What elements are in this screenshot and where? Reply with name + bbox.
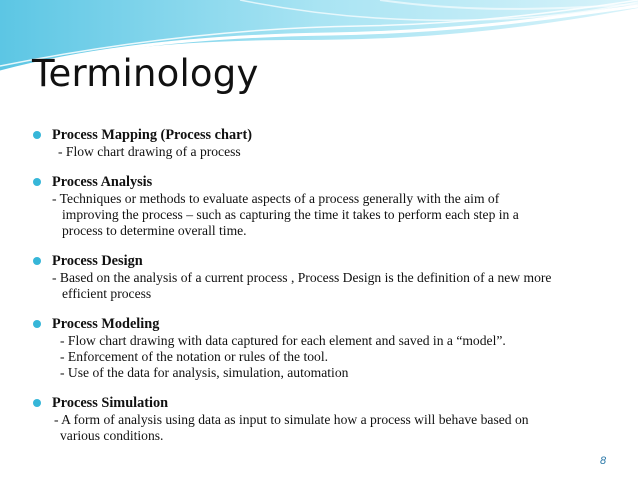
heading-text: Process Simulation <box>52 395 169 411</box>
item-heading <box>33 173 623 191</box>
item-description: - Techniques or methods to evaluate aspects of a process generally with the aim of <box>52 191 500 206</box>
slide-title: Terminology <box>32 52 259 95</box>
list-item-process-modeling <box>33 315 623 381</box>
item-description: process to determine overall time. <box>62 223 247 238</box>
heading-text: Process Mapping (Process chart) <box>52 127 252 143</box>
page-number: 8 <box>600 455 607 467</box>
item-heading <box>33 394 623 412</box>
item-heading <box>33 126 623 144</box>
item-description: - Use of the data for analysis, simulation, automation <box>60 365 349 380</box>
list-item-process-mapping <box>33 126 623 160</box>
bullet-list <box>33 126 623 457</box>
bullet-dot-icon <box>33 320 41 328</box>
item-description: efficient process <box>62 286 152 301</box>
item-description: - Flow chart drawing with data captured for each element and saved in a “model”. <box>60 333 506 348</box>
bullet-dot-icon <box>33 131 41 139</box>
item-description: improving the process – such as capturing the time it takes to perform each step in a <box>62 207 519 222</box>
list-item-process-design <box>33 252 623 302</box>
item-description: - Flow chart drawing of a process <box>58 144 241 159</box>
item-description: - A form of analysis using data as input to simulate how a process will behave based on <box>54 412 529 427</box>
heading-text: Process Modeling <box>52 316 160 332</box>
heading-text: Process Analysis <box>52 174 153 190</box>
item-heading <box>33 315 623 333</box>
bullet-dot-icon <box>33 399 41 407</box>
heading-text: Process Design <box>52 253 143 269</box>
item-description: various conditions. <box>60 428 164 443</box>
list-item-process-simulation <box>33 394 623 444</box>
list-item-process-analysis <box>33 173 623 239</box>
item-heading <box>33 252 623 270</box>
bullet-dot-icon <box>33 178 41 186</box>
bullet-dot-icon <box>33 257 41 265</box>
item-description: - Enforcement of the notation or rules of the tool. <box>60 349 329 364</box>
item-description: - Based on the analysis of a current process , Process Design is the definition of a new more <box>52 270 552 285</box>
